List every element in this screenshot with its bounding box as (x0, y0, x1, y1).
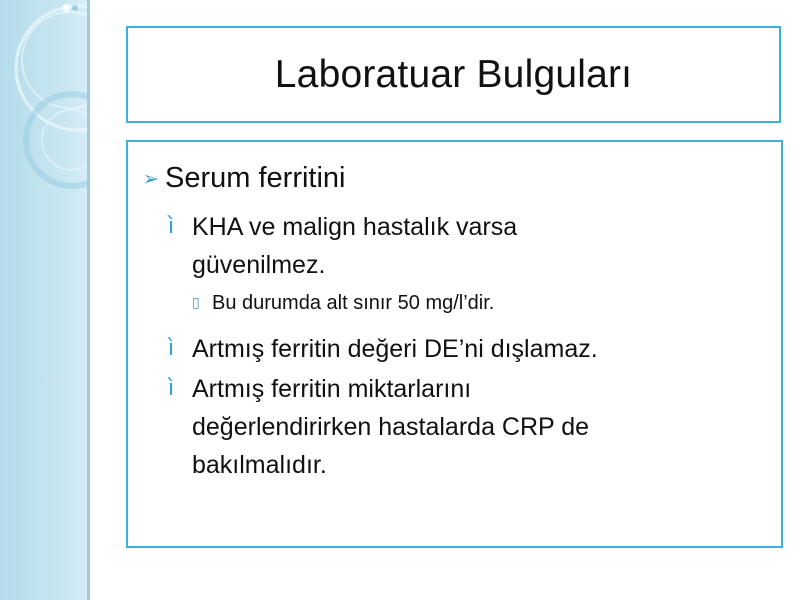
sub-bullet-crp (168, 370, 728, 484)
arrow-bullet-icon: ➢ (143, 167, 159, 190)
decorative-side-band (0, 0, 90, 600)
slide-title: Laboratuar Bulguları (274, 52, 633, 96)
sub-bullet-text-line: Artmış ferritin miktarlarını (192, 375, 472, 403)
content-box (126, 140, 783, 548)
sub-sub-bullet-limit (192, 288, 752, 318)
sub-bullet-marker-icon: ì (168, 336, 175, 361)
sub-sub-bullet-text: Bu durumda alt sınır 50 mg/l’dir. (212, 292, 495, 314)
decorative-circles-graphic (0, 0, 90, 600)
sub-bullet-marker-icon: ì (168, 214, 175, 239)
sub-bullet-marker-icon: ì (168, 376, 175, 401)
sub-bullet-kha (168, 208, 728, 284)
sub-bullet-text-line: değerlendirirken hastalarda CRP de (192, 413, 589, 441)
square-bullet-icon: ▯ (192, 295, 200, 311)
bullet-serum-ferritin (143, 162, 346, 195)
side-band-edge (87, 0, 90, 600)
sub-bullet-de (168, 330, 728, 368)
title-box (126, 26, 781, 123)
bullet-text: Serum ferritini (165, 162, 346, 194)
sub-bullet-text-line: Artmış ferritin değeri DE’ni dışlamaz. (192, 335, 598, 363)
sub-bullet-text-line: bakılmalıdır. (192, 451, 327, 479)
sub-bullet-text-line: KHA ve malign hastalık varsa (192, 213, 518, 241)
sub-bullet-text-line: güvenilmez. (192, 251, 326, 279)
